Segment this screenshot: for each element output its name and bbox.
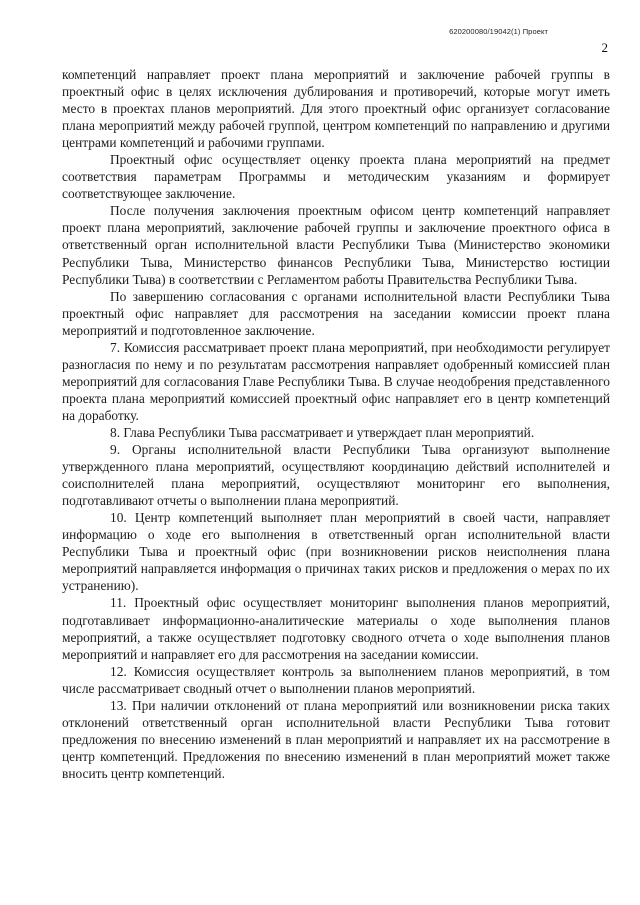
document-id: 620200080/19042(1) Проект — [449, 27, 548, 36]
paragraph-after-approval: По завершению согласования с органами исполнительной власти Республики Тыва проектный офис направляет для рассмотрения на заседании комиссии проект плана мероприятий и подготовленное заключение. — [62, 288, 610, 338]
paragraph-item-10: 10. Центр компетенций выполняет план мероприятий в своей части, направляет информацию о ходе его выполнения в ответственный орган исполнительной власти Республики Тыва и проектный офис (при возникновении рисков неисполнения плана мероприятий направляется информация о причинах таких рисков и предложения о мерах по их устранению). — [62, 510, 610, 594]
paragraph-item-9: 9. Органы исполнительной власти Республики Тыва организуют выполнение утвержденного плана мероприятий, осуществляют координацию действий исполнителей и соисполнителей плана мероприятий, осуществляют мониторинг его выполнения, подготавливают отчеты о выполнении плана мероприятий. — [62, 442, 610, 509]
paragraph-item-7: 7. Комиссия рассматривает проект плана мероприятий, при необходимости регулирует разногласия по нему и по результатам рассмотрения направляет одобренный комиссией план мероприятий для согласования Главе Республики Тыва. В случае неодобрения представленного проекта плана мероприятий комиссией проектный офис направляет его в центр компетенций на доработку. — [62, 339, 610, 423]
document-body — [62, 66, 610, 782]
page-number: 2 — [601, 40, 608, 55]
paragraph-after-conclusion: После получения заключения проектным офисом центр компетенций направляет проект плана мероприятий, заключение рабочей группы и заключение проектного офиса в ответственный орган исполнительной власти Республики Тыва (Министерство экономики Республики Тыва, Министерство финансов Республики Тыва, Министерство юстиции Республики Тыва) в соответствии с Регламентом работы Правительства Республики Тыва. — [62, 203, 610, 287]
paragraph-continuation: компетенций направляет проект плана мероприятий и заключение рабочей группы в проектный офис в целях исключения дублирования и противоречий, которые могут иметь место в проектах планов мероприятий. Для этого проектный офис организует согласование плана мероприятий между рабочей группой, центром компетенций по направлению и другими центрами компетенций и рабочими группами. — [62, 67, 610, 151]
paragraph-item-13: 13. При наличии отклонений от плана мероприятий или возникновении риска таких отклонений ответственный орган исполнительной власти Республики Тыва готовит предложения по внесению изменений в план мероприятий и направляет их на рассмотрение в центр компетенций. Предложения по внесению изменений в план мероприятий может также вносить центр компетенций. — [62, 697, 610, 781]
paragraph-item-11: 11. Проектный офис осуществляет мониторинг выполнения планов мероприятий, подготавливает информационно-аналитические материалы о ходе выполнения планов мероприятий, а также осуществляет подготовку сводного отчета о ходе выполнения планов мероприятий и направляет его для рассмотрения на заседании комиссии. — [62, 595, 610, 662]
paragraph-item-12: 12. Комиссия осуществляет контроль за выполнением планов мероприятий, в том числе рассматривает сводный отчет о выполнении планов мероприятий. — [62, 663, 610, 696]
paragraph-item-8: 8. Глава Республики Тыва рассматривает и утверждает план мероприятий. — [110, 424, 535, 440]
paragraph-project-office-assessment: Проектный офис осуществляет оценку проекта плана мероприятий на предмет соответствия параметрам Программы и методическим указаниям и формирует соответствующее заключение. — [62, 152, 610, 202]
